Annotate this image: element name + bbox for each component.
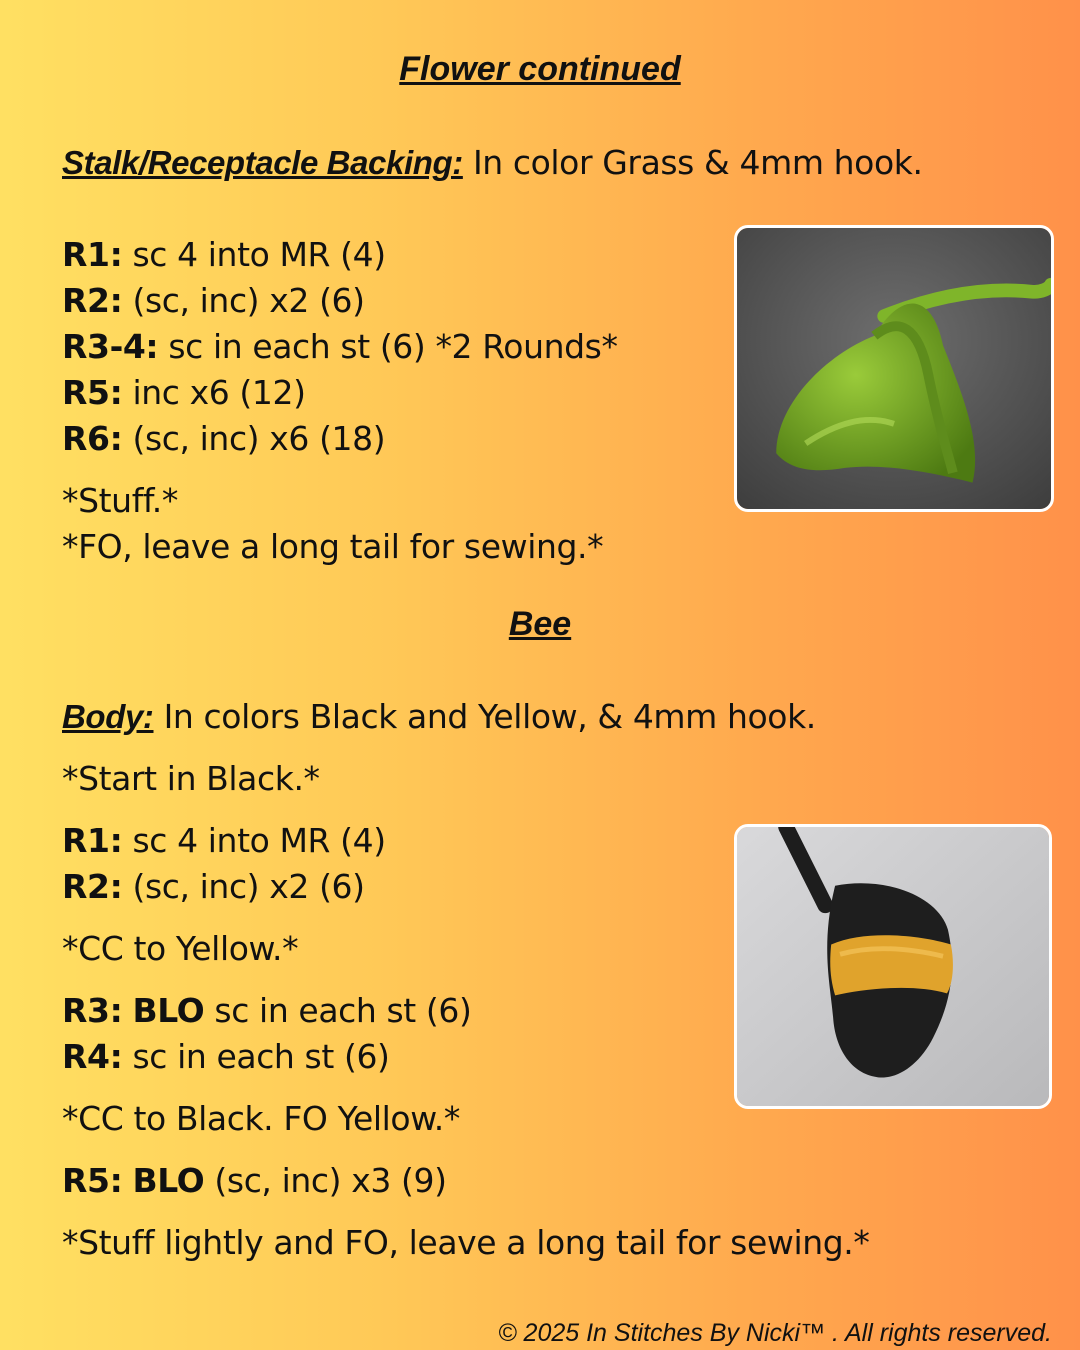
body-intro: In colors Black and Yellow, & 4mm hook.	[163, 697, 816, 736]
stalk-row-2: R2: (sc, inc) x2 (6)	[62, 281, 365, 320]
body-title-line	[62, 697, 816, 737]
body-title: Body:	[62, 698, 154, 735]
stalk-note-fo: *FO, leave a long tail for sewing.*	[62, 527, 604, 566]
body-row-5: R5: BLO (sc, inc) x3 (9)	[62, 1161, 447, 1200]
stalk-note-stuff: *Stuff.*	[62, 481, 178, 520]
stalk-row-1: R1: sc 4 into MR (4)	[62, 235, 386, 274]
body-cc-yellow: *CC to Yellow.*	[62, 929, 299, 968]
stalk-intro: In color Grass & 4mm hook.	[472, 143, 923, 182]
stalk-row-6: R6: (sc, inc) x6 (18)	[62, 419, 386, 458]
flower-continued-heading: Flower continued	[399, 50, 681, 88]
body-row-2: R2: (sc, inc) x2 (6)	[62, 867, 365, 906]
body-row-1: R1: sc 4 into MR (4)	[62, 821, 386, 860]
body-final-note: *Stuff lightly and FO, leave a long tail for sewing.*	[62, 1223, 870, 1262]
bee-body-photo	[734, 824, 1052, 1109]
body-start-note: *Start in Black.*	[62, 759, 320, 798]
bee-heading: Bee	[508, 605, 572, 643]
stalk-row-5: R5: inc x6 (12)	[62, 373, 306, 412]
body-row-4: R4: sc in each st (6)	[62, 1037, 390, 1076]
copyright-notice: © 2025 In Stitches By Nicki™ . All rights reserved.	[498, 1319, 1052, 1347]
stalk-row-3-4: R3-4: sc in each st (6) *2 Rounds*	[62, 327, 618, 366]
stalk-title: Stalk/Receptacle Backing:	[62, 144, 463, 181]
stalk-title-line	[62, 143, 923, 183]
stalk-photo	[734, 225, 1054, 512]
body-cc-black: *CC to Black. FO Yellow.*	[62, 1099, 460, 1138]
body-row-3: R3: BLO sc in each st (6)	[62, 991, 472, 1030]
